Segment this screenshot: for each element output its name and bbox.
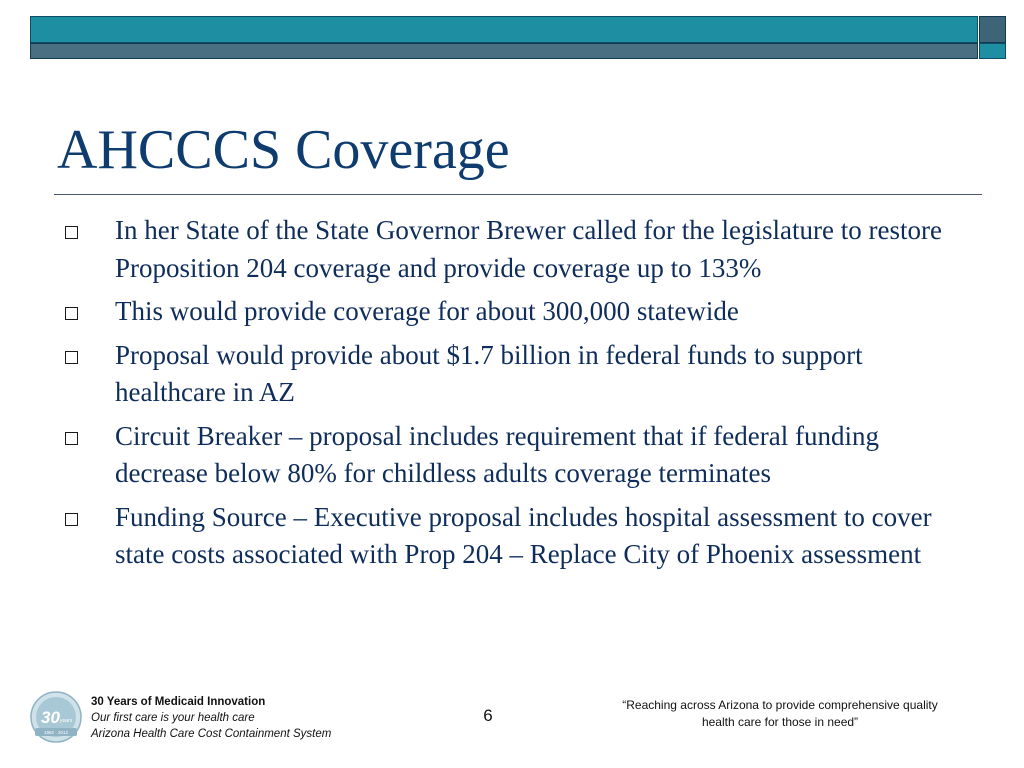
bullet-text: This would provide coverage for about 300,000 statewide (115, 296, 739, 326)
header-bar-top (30, 16, 978, 43)
bullet-list (60, 212, 960, 580)
bullet-item (60, 418, 960, 493)
bullet-item (60, 499, 960, 574)
bullet-text: Circuit Breaker – proposal includes requirement that if federal funding decrease below 80% for childless adults coverage terminates (115, 420, 879, 488)
footer-quote-line-2: health care for those in need” (701, 715, 859, 729)
bullet-item (60, 212, 960, 287)
header-square-bottom (979, 43, 1006, 59)
square-bullet-icon (65, 351, 78, 364)
header-bar-bottom (30, 43, 978, 59)
square-bullet-icon (65, 432, 78, 445)
square-bullet-icon (65, 513, 78, 526)
square-bullet-icon (65, 307, 78, 320)
logo-suffix: years (60, 718, 73, 724)
footer-line-3: Arizona Health Care Cost Containment System (91, 728, 332, 740)
footer-quote-line-1: “Reaching across Arizona to provide comprehensive quality (622, 698, 938, 712)
bullet-text: Funding Source – Executive proposal includes hospital assessment to cover state costs associated with Prop 204 – Replace City of Phoenix assessment (115, 501, 932, 569)
ahcccs-30-years-logo-icon (29, 690, 83, 744)
logo-years-range: 1982 · 2012 (43, 730, 69, 735)
footer-quote (588, 697, 972, 731)
page-number: 6 (483, 706, 493, 725)
slide-title: AHCCCS Coverage (57, 119, 510, 181)
square-bullet-icon (65, 226, 78, 239)
bullet-text: In her State of the State Governor Brewer called for the legislature to restore Proposition 204 coverage and provide coverage up to 133% (115, 215, 942, 283)
footer-line-2: Our first care is your health care (91, 712, 255, 724)
bullet-item (60, 337, 960, 412)
footer-line-1: 30 Years of Medicaid Innovation (91, 696, 266, 708)
title-divider (54, 194, 982, 195)
header-square-top (979, 16, 1006, 43)
footer-agency-info (91, 694, 331, 742)
logo-number: 30 (41, 708, 60, 727)
bullet-text: Proposal would provide about $1.7 billion in federal funds to support healthcare in AZ (115, 339, 863, 407)
bullet-item (60, 293, 960, 331)
